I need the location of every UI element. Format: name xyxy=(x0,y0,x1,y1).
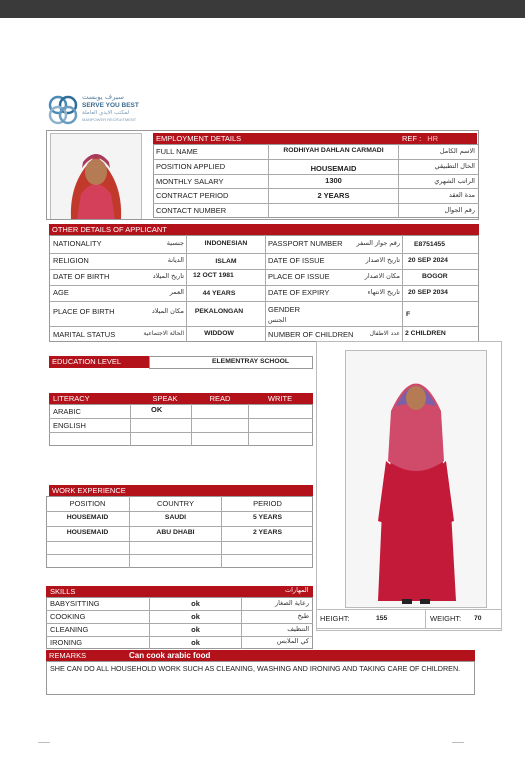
marital-status-label: MARITAL STATUS xyxy=(53,330,116,339)
work-col-position: POSITION xyxy=(69,499,106,508)
nationality-value: INDONESIAN xyxy=(204,240,248,247)
literacy-english: ENGLISH xyxy=(53,421,86,430)
skill-babysitting: BABYSITTING xyxy=(50,599,100,608)
date-of-issue-value: 20 SEP 2024 xyxy=(408,257,448,264)
age-value: 44 YEARS xyxy=(202,290,236,297)
viewer-top-bar xyxy=(0,0,525,18)
passport-number-ar: رقم جواز السفر xyxy=(356,239,400,247)
work-row1-position: HOUSEMAID xyxy=(66,514,109,521)
work-experience-header: WORK EXPERIENCE xyxy=(49,485,313,496)
nationality-label: NATIONALITY xyxy=(53,239,102,248)
applicant-details-header: OTHER DETAILS OF APPLICANT xyxy=(49,224,479,235)
work-col-country: COUNTRY xyxy=(157,499,194,508)
religion-label: RELIGION xyxy=(53,256,89,265)
literacy-col-speak: SPEAK xyxy=(152,394,178,403)
ref-value: HR xyxy=(427,134,439,143)
remarks-label: REMARKS xyxy=(46,650,126,661)
gender-ar: الجنس xyxy=(268,316,287,324)
contract-period-ar: مدة العقد xyxy=(449,191,475,199)
nationality-ar: جنسية xyxy=(166,239,184,247)
skills-header xyxy=(46,586,313,597)
corner-mark-left xyxy=(38,742,50,749)
place-of-birth-label: PLACE OF BIRTH xyxy=(53,307,115,316)
logo-sub-arabic: لمكتب الايدي العاملة xyxy=(82,110,130,116)
contact-number-ar: رقم الجوال xyxy=(444,206,475,214)
date-of-issue-ar: تاريخ الاصدار xyxy=(365,256,400,264)
contract-period-value: 2 YEARS xyxy=(317,191,350,200)
literacy-col-read: READ xyxy=(209,394,231,403)
contract-period-label: CONTRACT PERIOD xyxy=(156,191,229,200)
skill-cleaning-ar: التنظيف xyxy=(287,625,309,633)
religion-ar: الديانة xyxy=(167,256,184,264)
date-of-expiry-value: 20 SEP 2034 xyxy=(408,289,448,296)
education-level-value: ELEMENTRAY SCHOOL xyxy=(212,358,290,365)
work-row1-period: 5 YEARS xyxy=(253,514,282,521)
number-of-children-value: 2 CHILDREN xyxy=(405,330,446,337)
remarks-text: SHE CAN DO ALL HOUSEHOLD WORK SUCH AS CLEANING, WASHING AND IRONING AND TAKING CARE OF CHILDREN. xyxy=(50,664,461,673)
place-of-birth-ar: مكان الميلاد xyxy=(151,307,184,315)
literacy-table xyxy=(49,404,313,446)
work-row2-position: HOUSEMAID xyxy=(66,529,109,536)
date-of-expiry-label: DATE OF EXPIRY xyxy=(268,288,330,297)
date-of-birth-label: DATE OF BIRTH xyxy=(53,272,110,281)
position-applied-value: HOUSEMAID xyxy=(310,164,357,173)
marital-status-ar: الحالة الاجتماعية xyxy=(143,330,184,337)
logo-arabic: سيرف يوبست xyxy=(82,93,124,101)
passport-number-value: E8751455 xyxy=(414,241,445,248)
corner-mark-right xyxy=(452,742,464,749)
full-name-label: FULL NAME xyxy=(156,147,198,156)
skill-cleaning: CLEANING xyxy=(50,625,89,634)
position-applied-label: POSITION APPLIED xyxy=(156,162,226,171)
passport-number-label: PASSPORT NUMBER xyxy=(268,239,343,248)
monthly-salary-label: MONTHLY SALARY xyxy=(156,177,224,186)
position-applied-ar: الحال التطبيقي xyxy=(434,162,475,170)
height-value: 155 xyxy=(376,615,388,622)
place-of-issue-label: PLACE OF ISSUE xyxy=(268,272,330,281)
literacy-col-literacy: LITERACY xyxy=(53,394,90,403)
ref-label: REF : xyxy=(402,134,422,143)
place-of-issue-ar: مكان الاصدار xyxy=(364,272,400,280)
date-of-expiry-ar: تاريخ الانتهاء xyxy=(367,288,400,296)
full-name-ar: الاسم الكامل xyxy=(439,147,475,155)
age-label: AGE xyxy=(53,288,69,297)
skill-cooking: COOKING xyxy=(50,612,86,621)
skill-babysitting-value: ok xyxy=(191,599,200,608)
gender-value: F xyxy=(406,311,411,318)
date-of-issue-label: DATE OF ISSUE xyxy=(268,256,325,265)
skills-header-label: SKILLS xyxy=(50,587,76,596)
place-of-birth-value: PEKALONGAN xyxy=(194,308,244,315)
logo-sub: MANPOWER RECRUITMENT xyxy=(82,117,137,122)
religion-value: ISLAM xyxy=(215,258,237,265)
logo-name: SERVE YOU BEST xyxy=(82,102,139,109)
height-label: HEIGHT: xyxy=(320,614,350,623)
number-of-children-label: NUMBER OF CHILDREN xyxy=(268,330,354,339)
applicant-photo-full xyxy=(345,350,487,608)
weight-value: 70 xyxy=(474,615,482,622)
work-row1-country: SAUDI xyxy=(164,514,187,521)
work-row2-period: 2 YEARS xyxy=(253,529,282,536)
skill-cooking-ar: طبخ xyxy=(297,612,309,620)
age-ar: العمر xyxy=(169,288,184,296)
work-row2-country: ABU DHABI xyxy=(156,529,195,536)
logo-emblem-icon xyxy=(46,93,80,127)
gender-label: GENDER xyxy=(268,305,301,314)
skills-header-ar: المهارات xyxy=(285,586,309,594)
marital-status-value: WIDDOW xyxy=(204,330,234,337)
monthly-salary-value: 1300 xyxy=(325,176,342,185)
number-of-children-ar: عدد الاطفال xyxy=(369,330,400,337)
employment-details-header: EMPLOYMENT DETAILS xyxy=(153,133,399,144)
monthly-salary-ar: الراتب الشهري xyxy=(434,177,475,185)
remarks-title: Can cook arabic food xyxy=(126,650,475,661)
full-name-value: RODHIYAH DAHLAN CARMADI xyxy=(283,147,384,154)
skill-babysitting-ar: رعاية الصغار xyxy=(274,599,309,607)
skill-ironing-ar: كي الملابس xyxy=(276,637,309,645)
applicant-full-body-image xyxy=(346,351,486,607)
date-of-birth-value: 12 OCT 1981 xyxy=(193,272,234,279)
skill-ironing: IRONING xyxy=(50,638,83,647)
work-col-period: PERIOD xyxy=(253,499,282,508)
education-level-label: EDUCATION LEVEL xyxy=(49,356,149,368)
skill-cooking-value: ok xyxy=(191,612,200,621)
skill-ironing-value: ok xyxy=(191,638,200,647)
literacy-col-write: WRITE xyxy=(267,394,293,403)
date-of-birth-ar: تاريخ الميلاد xyxy=(152,272,184,280)
weight-label: WEIGHT: xyxy=(430,614,462,623)
skill-cleaning-value: ok xyxy=(191,625,200,634)
contact-number-label: CONTACT NUMBER xyxy=(156,206,227,215)
literacy-arabic-speak: OK xyxy=(151,405,163,414)
literacy-arabic: ARABIC xyxy=(53,407,81,416)
company-logo xyxy=(46,93,139,132)
place-of-issue-value: BOGOR xyxy=(422,273,448,280)
